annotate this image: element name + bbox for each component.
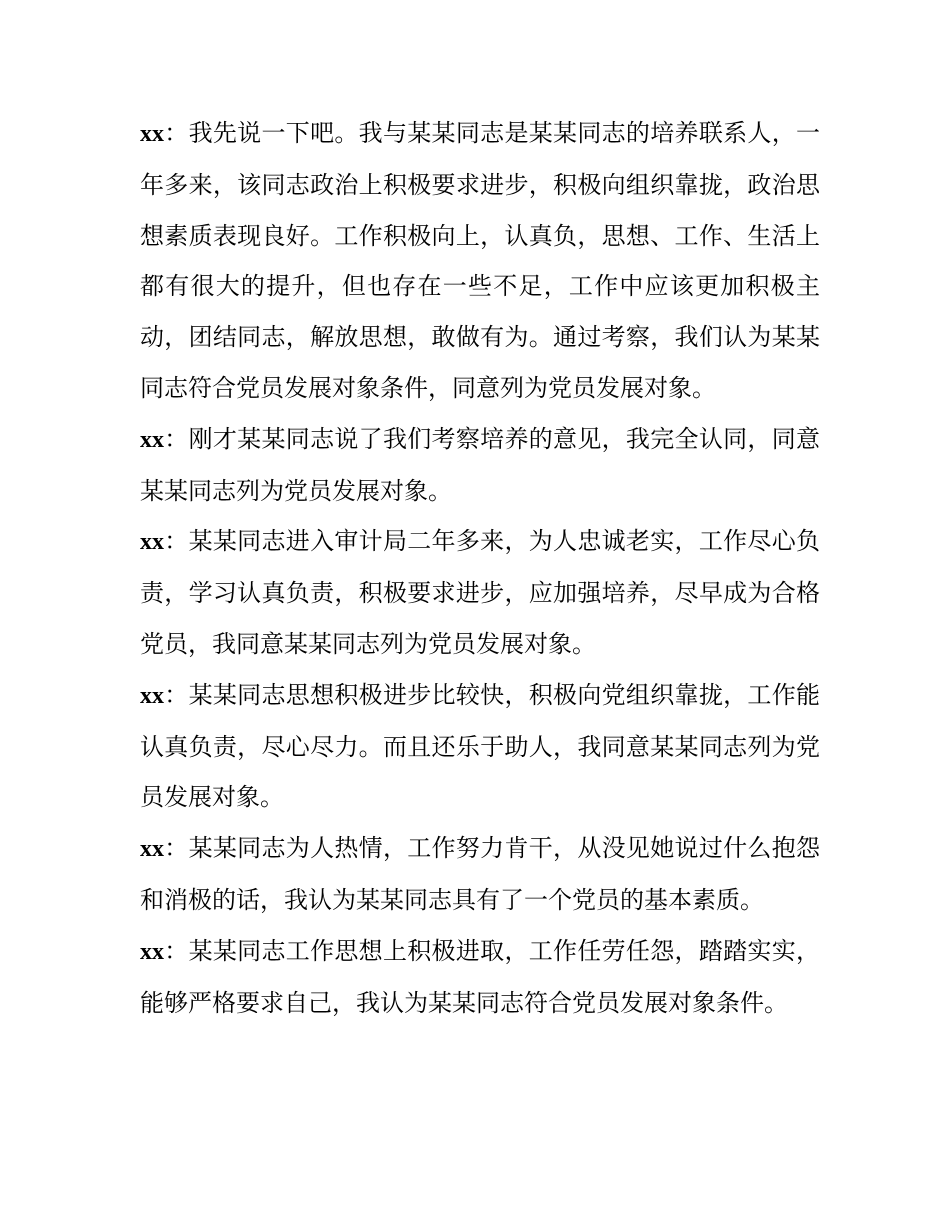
speech-text: 某某同志为人热情，工作努力肯干，从没见她说过什么抱怨和消极的话，我认为某某同志具有了一个党员的基本素质。 (140, 834, 820, 914)
speaker-separator: ： (164, 527, 189, 556)
speaker-name: xx (140, 836, 164, 863)
speech-text: 某某同志思想积极进步比较快，积极向党组织靠拢，工作能认真负责，尽心尽力。而且还乐于助人，我同意某某同志列为党员发展对象。 (140, 680, 820, 812)
speech-text: 某某同志进入审计局二年多来，为人忠诚老实，工作尽心负责，学习认真负责，积极要求进步，应加强培养，尽早成为合格党员，我同意某某同志列为党员发展对象。 (140, 527, 820, 658)
speech-paragraph (140, 670, 820, 823)
speaker-separator: ： (164, 936, 189, 965)
speaker-separator: ： (164, 680, 189, 709)
speech-paragraph (140, 108, 820, 414)
speaker-name: xx (140, 682, 164, 709)
speech-text: 某某同志工作思想上积极进取，工作任劳任怨，踏踏实实，能够严格要求自己，我认为某某同志符合党员发展对象条件。 (140, 936, 820, 1017)
speaker-name: xx (140, 938, 164, 965)
speech-paragraph (140, 823, 820, 926)
speech-text: 我先说一下吧。我与某某同志是某某同志的培养联系人，一年多来，该同志政治上积极要求进步，积极向组织靠拢，政治思想素质表现良好。工作积极向上，认真负，思想、工作、生活上都有很大的提升，但也存在一些不足，工作中应该更加积极主动，团结同志，解放思想，敢做有为。通过考察，我们认为某某同志符合党员发展对象条件，同意列为党员发展对象。 (140, 119, 820, 402)
speaker-separator: ： (164, 424, 189, 453)
speech-text: 刚才某某同志说了我们考察培养的意见，我完全认同，同意某某同志列为党员发展对象。 (140, 424, 820, 505)
speech-paragraph (140, 926, 820, 1029)
speech-paragraph (140, 414, 820, 517)
document-body (140, 108, 820, 1028)
speaker-name: xx (140, 529, 164, 556)
speaker-separator: ： (164, 119, 189, 147)
speech-paragraph (140, 516, 820, 669)
speaker-separator: ： (164, 834, 189, 863)
speaker-name: xx (140, 426, 164, 453)
speaker-name: xx (140, 121, 164, 147)
